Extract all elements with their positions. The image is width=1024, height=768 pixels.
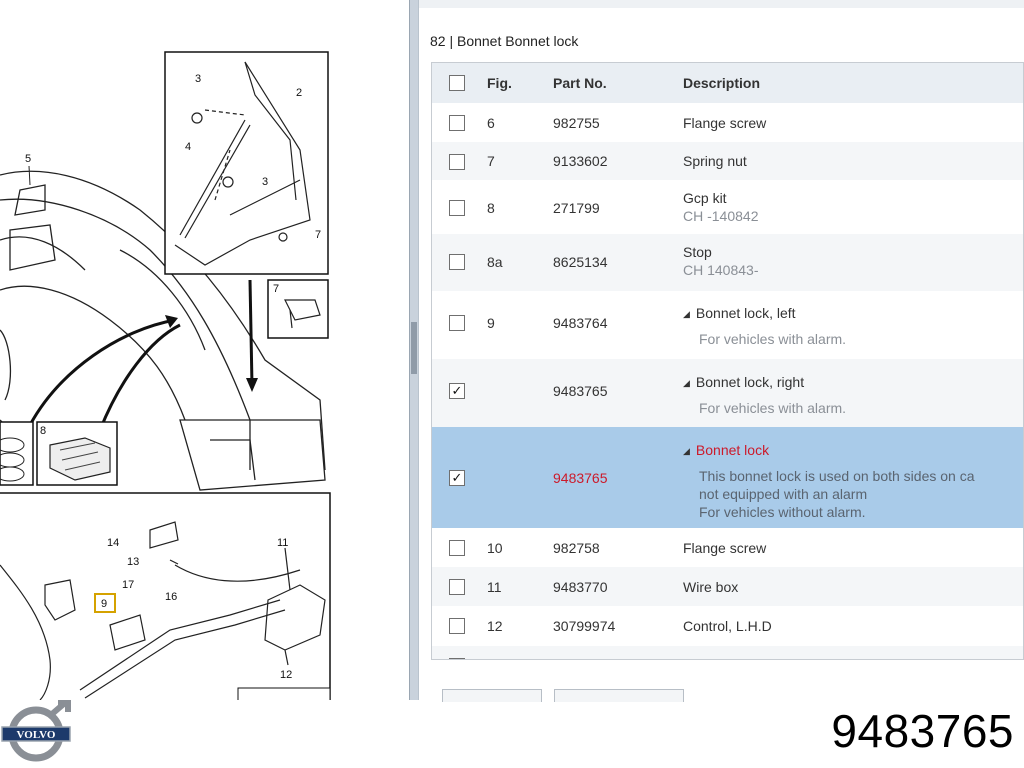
row-note: This bonnet lock is used on both sides on ca <box>699 468 975 484</box>
panel-title: 82 | Bonnet Bonnet lock <box>430 33 579 49</box>
row-checkbox[interactable] <box>449 315 465 331</box>
expand-triangle-icon[interactable]: ◢ <box>683 309 690 319</box>
row-part-no: 982758 <box>553 540 600 556</box>
row-description-group <box>683 305 796 321</box>
row-checkbox[interactable] <box>449 579 465 595</box>
row-description: Stop <box>683 244 712 260</box>
svg-text:5: 5 <box>25 153 32 165</box>
column-header-description[interactable]: Description <box>683 75 761 91</box>
table-row[interactable] <box>432 528 1023 567</box>
pointer-arrows <box>30 280 252 430</box>
table-row[interactable] <box>432 291 1023 359</box>
svg-text:2: 2 <box>296 87 303 99</box>
row-description: Spring nut <box>683 153 747 169</box>
row-part-no: 9483770 <box>553 579 608 595</box>
split-divider-handle[interactable] <box>411 322 417 374</box>
parts-diagram <box>0 0 410 700</box>
row-checkbox[interactable] <box>449 154 465 170</box>
expand-triangle-icon[interactable]: ◢ <box>683 446 690 456</box>
table-row[interactable] <box>432 359 1023 427</box>
row-description: Flange screw <box>683 540 767 556</box>
row-description-group <box>683 442 769 458</box>
row-description: Gcp kit <box>683 190 727 206</box>
table-row[interactable] <box>432 567 1023 606</box>
volvo-logo-icon <box>0 700 80 768</box>
svg-text:4: 4 <box>185 141 192 153</box>
svg-text:9: 9 <box>101 598 108 610</box>
table-row[interactable] <box>432 103 1023 142</box>
table-row[interactable] <box>432 180 1023 234</box>
table-row[interactable] <box>432 234 1023 291</box>
row-part-no: 9483764 <box>553 315 608 331</box>
row-part-no: 271799 <box>553 200 600 216</box>
row-fig: 10 <box>487 540 503 556</box>
row-part-no: 30799974 <box>553 618 616 634</box>
row-part-no: 9483765 <box>553 383 608 399</box>
svg-text:16: 16 <box>165 591 178 603</box>
svg-text:11: 11 <box>277 537 289 549</box>
inset-strut-box <box>165 52 328 274</box>
row-checkbox[interactable] <box>449 200 465 216</box>
row-part-no: 9133602 <box>553 153 608 169</box>
row-fig: 8a <box>487 254 503 270</box>
row-description-group <box>683 374 804 390</box>
row-part-no: 982755 <box>553 115 600 131</box>
table-row[interactable] <box>432 606 1023 646</box>
parts-table <box>431 62 1024 660</box>
svg-text:12: 12 <box>280 669 293 681</box>
table-row[interactable] <box>432 142 1023 180</box>
svg-text:13: 13 <box>127 556 140 568</box>
column-header-fig[interactable]: Fig. <box>487 75 512 91</box>
row-checkbox[interactable] <box>449 618 465 634</box>
table-row[interactable] <box>432 646 1023 660</box>
row-fig: 9 <box>487 315 495 331</box>
svg-text:3: 3 <box>195 73 202 85</box>
select-all-checkbox[interactable] <box>449 75 465 91</box>
row-note: CH 140843- <box>683 262 759 278</box>
column-header-part-no[interactable]: Part No. <box>553 75 607 91</box>
row-checkbox[interactable] <box>449 658 465 660</box>
row-checkbox[interactable] <box>449 254 465 270</box>
row-description: Flange screw <box>683 115 767 131</box>
logo-wordmark: VOLVO <box>16 729 56 741</box>
row-checkbox-checked[interactable]: ✓ <box>449 383 465 399</box>
action-button[interactable] <box>554 689 684 702</box>
row-description: Wire box <box>683 579 739 595</box>
row-note-3: For vehicles without alarm. <box>699 504 866 520</box>
svg-text:7: 7 <box>273 283 280 295</box>
svg-text:17: 17 <box>122 579 135 591</box>
row-fig: 6 <box>487 115 495 131</box>
row-part-no: 8625134 <box>553 254 608 270</box>
row-description: Control, L.H.D <box>683 618 772 634</box>
panel-top-bar <box>419 0 1024 8</box>
row-description: Bonnet lock, right <box>695 374 805 390</box>
svg-text:14: 14 <box>107 537 120 549</box>
row-checkbox[interactable] <box>449 115 465 131</box>
parts-panel <box>419 0 1024 700</box>
action-button[interactable] <box>442 689 542 702</box>
row-description: Bonnet lock <box>695 442 770 458</box>
row-part-no: 9483765 <box>553 470 608 486</box>
svg-text:8: 8 <box>40 425 47 437</box>
row-note: For vehicles with alarm. <box>699 331 847 347</box>
row-fig: 11 <box>487 579 502 595</box>
table-row-selected[interactable] <box>432 427 1023 528</box>
row-fig: 7 <box>487 153 495 169</box>
svg-text:7: 7 <box>315 229 322 241</box>
row-checkbox-checked[interactable]: ✓ <box>449 470 465 486</box>
row-note: For vehicles with alarm. <box>699 400 847 416</box>
expand-triangle-icon[interactable]: ◢ <box>683 378 690 388</box>
table-header <box>432 63 1023 103</box>
row-description: Bonnet lock, left <box>695 305 796 321</box>
row-fig: 12 <box>487 618 503 634</box>
row-note: CH -140842 <box>683 208 759 224</box>
row-checkbox[interactable] <box>449 540 465 556</box>
row-fig: 8 <box>487 200 495 216</box>
row-note-2: not equipped with an alarm <box>699 486 868 502</box>
part-number-caption: 9483765 <box>831 705 1014 757</box>
svg-text:3: 3 <box>262 176 269 188</box>
